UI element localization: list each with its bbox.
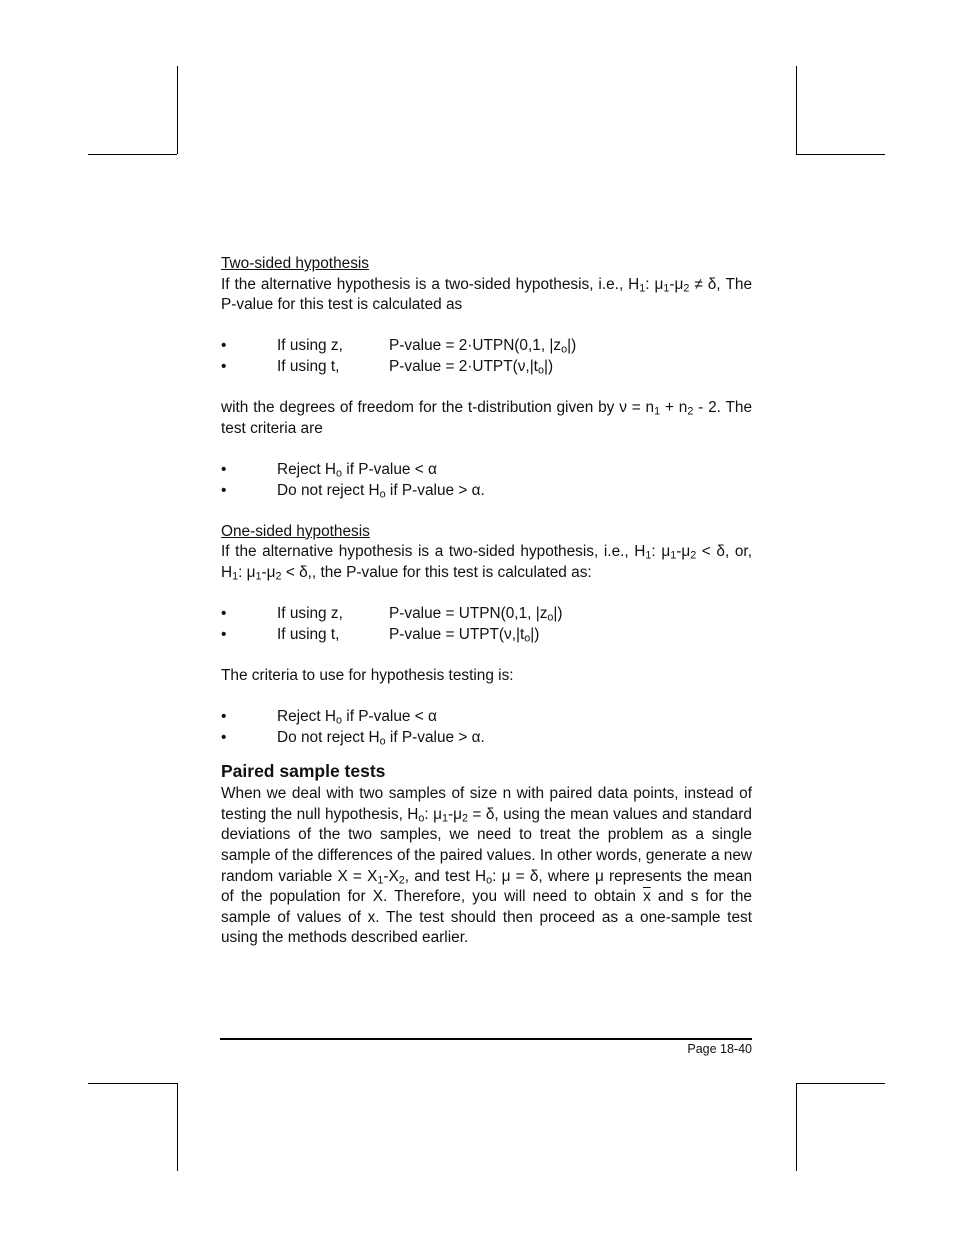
footer-rule — [220, 1038, 752, 1040]
crop-mark — [88, 154, 177, 155]
formula: P-value = 2·UTPN(0,1, $|z_o|$) — [389, 337, 577, 357]
paired-body: When we deal with two samples of size n with paired data points, instead of testing the null hypothesis, $H_o$: $\mu_1-\mu_2 = \delta$, using the mean values and standard deviations of the two samples, we need to treat the problem as a single sample of the differences of the paired values. In other words, generate a new random variable $X = X_1-X_2$, and test $H_o$: μ = δ, where μ represents the mean of the population for X. Therefore, you will need to obtain $\overline{x}$ and s for the sample of values of x. The test should then proceed as a one-sample test using the methods described earlier. — [221, 785, 753, 947]
crop-mark — [177, 1083, 178, 1171]
crop-mark — [796, 66, 797, 154]
crop-mark — [177, 66, 178, 154]
list-item: • If using t, P-value = $2\cdot UTPT(\nu,|t_o|)$ — [221, 357, 554, 377]
list-item: • If using z, P-value = 2·UTPN(0,1, $|z_o|$) — [221, 337, 577, 357]
crop-mark — [88, 1083, 177, 1084]
crop-mark — [796, 154, 885, 155]
one-sided-heading: One-sided hypothesis — [221, 522, 370, 540]
crop-mark — [796, 1083, 885, 1084]
bullet-icon: • — [221, 481, 227, 499]
crop-mark — [796, 1083, 797, 1171]
bullet-icon: • — [221, 337, 227, 355]
page-number: Page 18-40 — [687, 1042, 752, 1056]
page-content — [221, 254, 752, 949]
one-sided-intro: If the alternative hypothesis is a two-sided hypothesis, i.e., $H_1$: $\mu_1-\mu_2 < \delta$, or, $H_1$: $\mu_1-\mu_2 < \delta$,, the P-value for this test is calculated as: — [221, 543, 752, 583]
bullet-icon: • — [221, 625, 227, 643]
bullet-icon: • — [221, 708, 227, 726]
formula: P-value = $2\cdot UTPT(\nu,|t_o|)$ — [389, 357, 554, 377]
list-item: • Do not reject $H_o$ if P-value > α. — [221, 728, 485, 748]
two-sided-intro: If the alternative hypothesis is a two-sided hypothesis, i.e., $H_1$: $\mu_1-\mu_2 \ne \delta$, The P-value for this test is calculated as — [221, 275, 753, 314]
bullet-icon: • — [221, 460, 227, 478]
list-item: • If using z, P-value = UTPN(0,1, $|z_o|$) — [221, 605, 563, 624]
degrees-of-freedom-text: with the degrees of freedom for the t-distribution given by $\nu = n_1 + n_2 - 2$. The test criteria are — [221, 399, 753, 437]
bullet-icon: • — [221, 728, 227, 746]
formula: P-value = UTPN(0,1, $|z_o|$) — [389, 605, 563, 624]
bullet-icon: • — [221, 357, 227, 375]
list-item: • Reject $H_o$ if P-value < α — [221, 708, 437, 727]
list-item: • Do not reject $H_o$ if P-value > α. — [221, 481, 485, 501]
two-sided-heading: Two-sided hypothesis — [221, 255, 369, 272]
section-title: Paired sample tests — [221, 761, 386, 782]
list-item: • Reject $H_o$ if P-value < α — [221, 460, 437, 480]
bullet-icon: • — [221, 605, 227, 623]
formula: P-value = $UTPT(\nu,|t_o|)$ — [389, 625, 540, 645]
list-item: • If using t, P-value = $UTPT(\nu,|t_o|)$ — [221, 625, 540, 645]
criteria-intro: The criteria to use for hypothesis testing is: — [221, 666, 514, 684]
